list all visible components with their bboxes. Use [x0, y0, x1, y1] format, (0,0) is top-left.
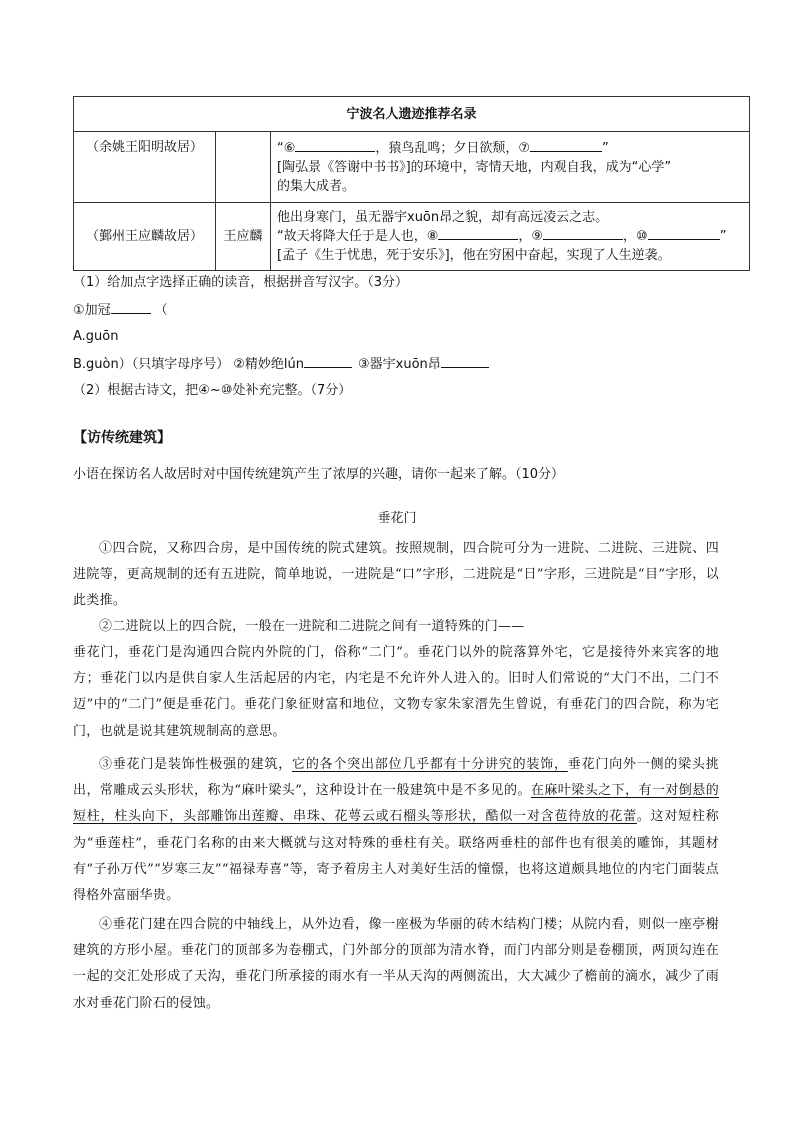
paragraph-3 — [73, 752, 719, 909]
table-title: 宁波名人遗迹推荐名录 — [74, 97, 750, 132]
answer-blank[interactable] — [441, 355, 489, 368]
paren-open: （ — [154, 303, 168, 318]
option-a: A.guōn — [73, 329, 119, 344]
fill-blank-6[interactable] — [295, 139, 375, 152]
description-cell — [271, 203, 750, 271]
text-span: 垂花门向外一侧的梁头挑出，常雕成云头形状，称为“麻叶梁头”，这种设计在一般建筑中是不多见的。 — [73, 757, 719, 799]
description-line — [277, 227, 743, 246]
question-1: （1）给加点字选择正确的读音，根据拼音写汉字。（3分） — [73, 275, 409, 290]
question-1-item-1 — [73, 301, 168, 320]
paragraph-1: ①四合院，又称四合房，是中国传统的院式建筑。按照规制，四合院可分为一进院、二进院、三进院、四进院等，更高规制的还有五进院，简单地说，一进院是“口”字形，二进院是“日”字形，三进院是“目”字形，以此类推。 — [73, 541, 719, 609]
description-cell — [271, 132, 750, 203]
quote-sep: ，⑨ — [518, 229, 544, 244]
paragraph-4: ④垂花门建在四合院的中轴线上，从外边看，像一座极为华丽的砖木结构门楼；从院内看，则似一座亭榭建筑的方形小屋。垂花门的顶部多为卷棚式，门外部分的顶部为清水脊，而门内部分则是卷棚顶，两顶勾连在一起的交汇处形成了天沟，垂花门所承接的雨水有一半从天沟的两侧流出，大大减少了檐前的滴水，减少了雨水对垂花门阶石的侵蚀。 — [73, 917, 719, 1011]
item-label: ①加冠 — [73, 303, 111, 318]
quote-text: ，猿鸟乱鸣；夕日欲颓，⑦ — [375, 140, 531, 156]
fill-blank-9[interactable] — [543, 227, 623, 240]
description-line: [陶弘景《答谢中书书》]的环境中，寄情天地，内观自我，成为“心学” — [277, 159, 672, 175]
item-label: ③器宇xuōn昂 — [358, 357, 441, 372]
table-row — [74, 203, 750, 271]
quote-close: ” — [602, 140, 609, 156]
text-span: 。这对短柱称为“垂莲柱”，垂花门名称的由来大概就与这对特殊的垂柱有关。联络两垂柱的部件也有很美的雕饰，其题材有“子孙万代”“岁寒三友”“福禄寿喜”等，寄予着房主人对美好生活的憧憬，也将这道颇具地位的内宅门面装点得格外富丽华贵。 — [73, 809, 719, 904]
description-line: 的集大成者。 — [277, 178, 356, 194]
quote-open: “⑥ — [277, 140, 296, 156]
option-b: B.guòn）（只填字母序号） — [73, 357, 230, 372]
item-label: ②精妙绝lún — [233, 357, 304, 372]
recommendation-table — [73, 96, 750, 271]
answer-blank[interactable] — [111, 301, 151, 314]
fill-blank-10[interactable] — [648, 227, 720, 240]
underlined-sentence: 它的各个突出部位几乎都有十分讲究的装饰， — [292, 757, 568, 772]
description-line — [277, 139, 743, 158]
person-cell: 王应麟 — [216, 203, 271, 271]
paragraph-2-lead: ②二进院以上的四合院，一般在一进院和二进院之间有一道特殊的门—— — [99, 619, 525, 634]
person-cell — [216, 132, 271, 203]
quote-open: “故天将降大任于是人也，⑧ — [277, 229, 439, 244]
description-line: 他出身寒门，虽无器宇xuōn昂之貌，却有高远凌云之志。 — [277, 210, 609, 225]
options-line — [73, 355, 489, 374]
paragraph-2-body: 垂花门，垂花门是沟通四合院内外院的门，俗称“二门”。垂花门以外的院落算外宅，它是接待外来宾客的地方；垂花门以内是供自家人生活起居的内宅，内宅是不允许外人进入的。旧时人们常说的“大门不出，二门不迈”中的“二门”便是垂花门。垂花门象征财富和地位，文物专家朱家溍先生曾说，有垂花门的四合院，称为宅门，也就是说其建筑规制高的意思。 — [73, 645, 719, 739]
text-span: ③垂花门是装饰性极强的建筑， — [99, 757, 293, 772]
description-line: [孟子《生于忧患，死于安乐》]，他在穷困中奋起，实现了人生逆袭。 — [277, 248, 671, 263]
place-cell: （鄞州王应麟故居） — [74, 203, 216, 271]
article-title: 垂花门 — [377, 511, 417, 526]
answer-blank[interactable] — [304, 355, 352, 368]
fill-blank-8[interactable] — [438, 227, 518, 240]
table-row — [74, 132, 750, 203]
section-intro: 小语在探访名人故居时对中国传统建筑产生了浓厚的兴趣，请你一起来了解。（10分） — [73, 467, 565, 482]
question-2: （2）根据古诗文，把④~⑩处补充完整。（7分） — [73, 383, 352, 398]
underlined-sentence: 在麻叶梁头之下，有一对倒悬的短柱，柱头向下，头部雕饰出莲瓣、串珠、花萼云或石榴头等形状，酷似一对含苞待放的花蕾 — [73, 783, 720, 825]
quote-close: ” — [719, 229, 727, 244]
place-cell: （余姚王阳明故居） — [74, 132, 216, 203]
section-heading: 【访传统建筑】 — [73, 430, 171, 446]
fill-blank-7[interactable] — [530, 139, 602, 152]
quote-sep: ，⑩ — [623, 229, 648, 244]
